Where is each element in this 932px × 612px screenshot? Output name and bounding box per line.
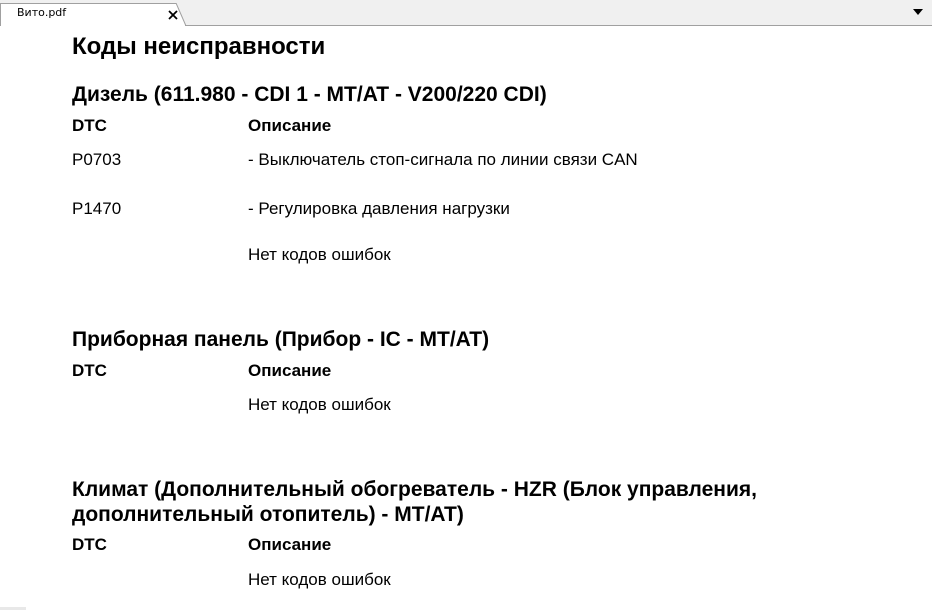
- column-header-description: Описание: [248, 116, 332, 135]
- dtc-code: P1470: [72, 199, 122, 218]
- section-title: Климат (Дополнительный обогреватель - HZR (Блок управления,: [72, 478, 757, 501]
- section-title: Приборная панель (Прибор - IC - MT/AT): [72, 328, 490, 351]
- column-header-dtc: DTC: [72, 116, 107, 135]
- dtc-description: - Регулировка давления нагрузки: [248, 199, 510, 218]
- tab-title[interactable]: Вито.pdf: [17, 6, 67, 19]
- column-header-description: Описание: [248, 361, 332, 380]
- section-title-continued: дополнительный отопитель) - MT/AT): [72, 503, 464, 526]
- column-header-dtc: DTC: [72, 361, 107, 380]
- column-header-dtc: DTC: [72, 535, 107, 554]
- page-edge-marker: [0, 607, 26, 610]
- no-codes-note: Нет кодов ошибок: [248, 570, 391, 589]
- document-page: [0, 26, 932, 612]
- page-title: Коды неисправности: [72, 33, 326, 60]
- chevron-down-icon[interactable]: [911, 6, 925, 18]
- column-header-description: Описание: [248, 535, 332, 554]
- no-codes-note: Нет кодов ошибок: [248, 245, 391, 264]
- no-codes-note: Нет кодов ошибок: [248, 395, 391, 414]
- dtc-description: - Выключатель стоп-сигнала по линии связи CAN: [248, 150, 638, 169]
- tab-bar: [0, 0, 932, 26]
- dtc-code: P0703: [72, 150, 122, 169]
- close-icon[interactable]: [167, 9, 179, 21]
- section-title: Дизель (611.980 - CDI 1 - MT/AT - V200/220 CDI): [72, 83, 547, 106]
